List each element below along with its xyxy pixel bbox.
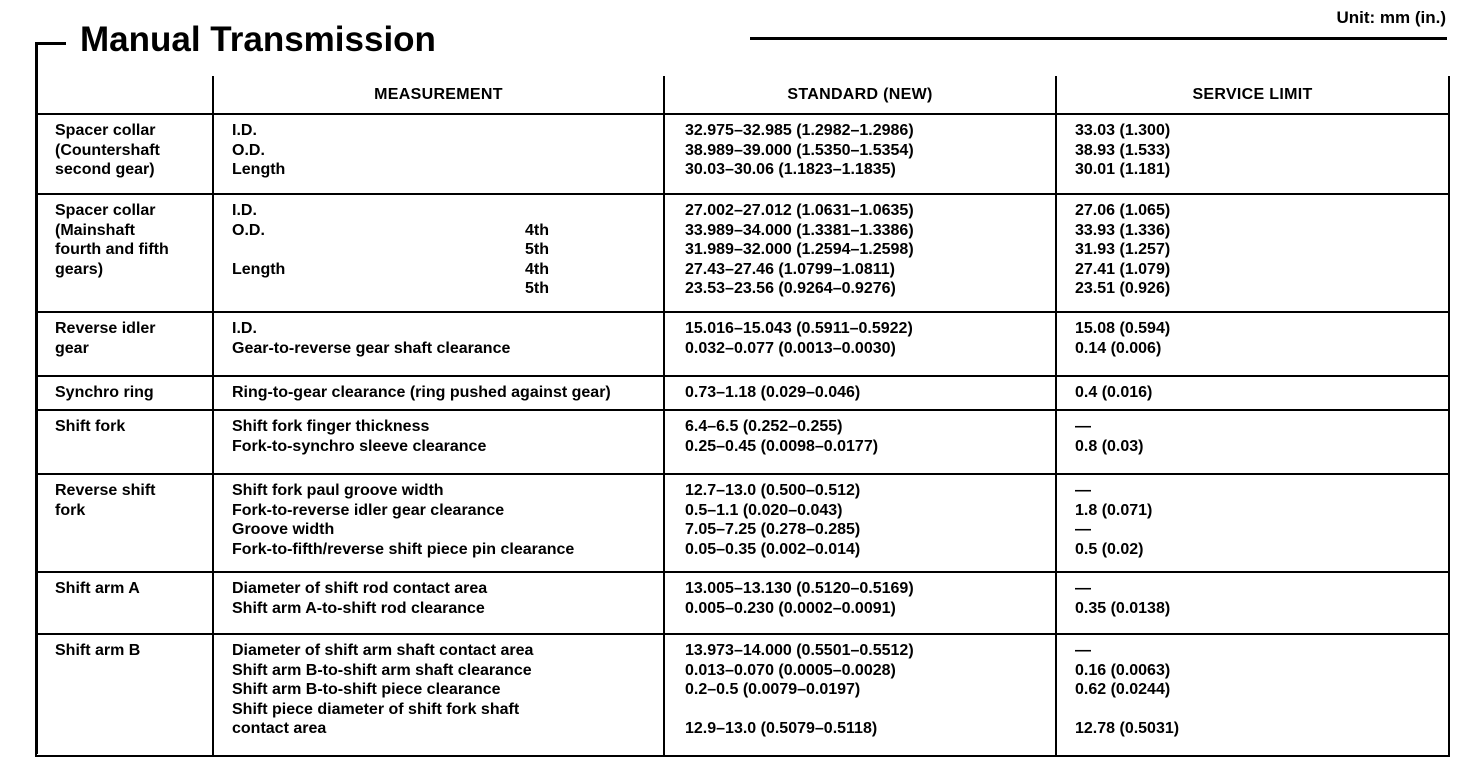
table-row	[36, 194, 1449, 312]
measurement-item	[232, 339, 663, 359]
component-cell	[36, 634, 213, 756]
standard-value: 38.989–39.000 (1.5350–1.5354)	[685, 141, 914, 159]
service-limit-value: 12.78 (0.5031)	[1075, 720, 1180, 738]
standard-value: 0.5–1.1 (0.020–0.043)	[685, 501, 843, 519]
standard-value: 0.013–0.070 (0.0005–0.0028)	[685, 661, 896, 679]
measurement-label: O.D.	[232, 141, 265, 159]
service-limit-cell	[1056, 410, 1449, 474]
service-limit-cell	[1056, 312, 1449, 376]
standard-cell	[664, 312, 1056, 376]
measurement-item	[232, 700, 663, 720]
measurement-label: I.D.	[232, 202, 257, 219]
service-limit-cell	[1056, 572, 1449, 634]
gear-qualifier: 4th	[525, 260, 549, 278]
service-limit-cell	[1056, 114, 1449, 194]
standard-value: 7.05–7.25 (0.278–0.285)	[685, 521, 861, 539]
component-label: fourth and fifth	[55, 241, 169, 259]
standard-value: 6.4–6.5 (0.252–0.255)	[685, 418, 843, 435]
gear-qualifier: 4th	[525, 221, 549, 239]
component-label: Spacer collar	[55, 122, 156, 139]
service-limit-value: 33.93 (1.336)	[1075, 221, 1171, 239]
gear-qualifier: 5th	[525, 280, 549, 298]
component-label: gear	[55, 339, 89, 357]
component-label: (Countershaft	[55, 141, 160, 159]
service-limit-value: 30.01 (1.181)	[1075, 161, 1171, 179]
service-limit-value: 23.51 (0.926)	[1075, 280, 1171, 298]
measurement-label: Ring-to-gear clearance (ring pushed against gear)	[232, 384, 611, 401]
component-cell	[36, 410, 213, 474]
service-limit-value: 1.8 (0.071)	[1075, 501, 1153, 519]
measurement-item	[232, 260, 663, 280]
measurement-label: Shift fork finger thickness	[232, 418, 430, 435]
measurement-item	[232, 279, 663, 299]
measurement-item	[232, 240, 663, 260]
measurement-item	[232, 501, 663, 521]
measurement-label: Shift fork paul groove width	[232, 482, 444, 499]
standard-value: 33.989–34.000 (1.3381–1.3386)	[685, 221, 914, 239]
unit-note: Unit: mm (in.)	[1336, 8, 1446, 27]
measurement-item	[232, 481, 663, 501]
measurement-cell	[213, 572, 664, 634]
measurement-label: O.D.	[232, 221, 265, 239]
standard-cell	[664, 634, 1056, 756]
standard-cell	[664, 114, 1056, 194]
measurement-item	[232, 141, 663, 161]
measurement-item	[232, 417, 663, 437]
standard-value: 13.005–13.130 (0.5120–0.5169)	[685, 580, 914, 597]
standard-value: 0.05–0.35 (0.002–0.014)	[685, 540, 861, 558]
measurement-item	[232, 641, 663, 661]
measurement-label: Gear-to-reverse gear shaft clearance	[232, 339, 511, 357]
service-limit-value: 27.06 (1.065)	[1075, 202, 1171, 219]
component-cell	[36, 572, 213, 634]
service-limit-value: —	[1075, 642, 1091, 659]
table-header-row	[36, 76, 1449, 114]
component-cell	[36, 474, 213, 572]
component-label: Shift arm A	[55, 580, 140, 597]
measurement-cell	[213, 634, 664, 756]
standard-value: 15.016–15.043 (0.5911–0.5922)	[685, 320, 913, 337]
table-row	[36, 376, 1449, 410]
standard-value: 12.7–13.0 (0.500–0.512)	[685, 482, 861, 499]
service-limit-cell	[1056, 194, 1449, 312]
standard-value: 30.03–30.06 (1.1823–1.1835)	[685, 161, 896, 179]
standard-cell	[664, 572, 1056, 634]
measurement-item	[232, 437, 663, 457]
service-limit-value: 31.93 (1.257)	[1075, 241, 1171, 259]
component-cell	[36, 194, 213, 312]
standard-value: 31.989–32.000 (1.2594–1.2598)	[685, 241, 914, 259]
component-label: Spacer collar	[55, 202, 156, 219]
measurement-label: Diameter of shift arm shaft contact area	[232, 642, 534, 659]
measurement-cell	[213, 194, 664, 312]
measurement-item	[232, 383, 663, 403]
standard-value: 12.9–13.0 (0.5079–0.5118)	[685, 720, 878, 738]
standard-value: 27.43–27.46 (1.0799–1.0811)	[685, 260, 895, 278]
service-limit-cell	[1056, 376, 1449, 410]
measurement-item	[232, 599, 663, 619]
service-limit-value: 0.5 (0.02)	[1075, 540, 1144, 558]
component-label: Shift fork	[55, 418, 126, 435]
col-header-measurement: MEASUREMENT	[213, 76, 664, 114]
measurement-item	[232, 201, 663, 221]
service-limit-value: 27.41 (1.079)	[1075, 260, 1171, 278]
service-limit-value: —	[1075, 521, 1091, 539]
measurement-item	[232, 160, 663, 180]
measurement-item	[232, 520, 663, 540]
standard-value: 0.2–0.5 (0.0079–0.0197)	[685, 681, 861, 699]
service-limit-value: —	[1075, 482, 1091, 499]
standard-value: 0.032–0.077 (0.0013–0.0030)	[685, 339, 896, 357]
measurement-label: Length	[232, 161, 286, 179]
component-label: Synchro ring	[55, 384, 154, 401]
table-body	[36, 114, 1449, 756]
gear-qualifier: 5th	[525, 241, 549, 259]
measurement-cell	[213, 474, 664, 572]
service-limit-value: 0.62 (0.0244)	[1075, 681, 1171, 699]
component-label: gears)	[55, 260, 104, 278]
measurement-label: contact area	[232, 720, 327, 738]
standard-value: 27.002–27.012 (1.0631–1.0635)	[685, 202, 914, 219]
table-row	[36, 474, 1449, 572]
measurement-item	[232, 719, 663, 739]
standard-value: 23.53–23.56 (0.9264–0.9276)	[685, 280, 896, 298]
measurement-item	[232, 579, 663, 599]
measurement-cell	[213, 114, 664, 194]
table-row	[36, 114, 1449, 194]
measurement-cell	[213, 410, 664, 474]
measurement-item	[232, 121, 663, 141]
standard-cell	[664, 474, 1056, 572]
table-row	[36, 312, 1449, 376]
title-rule	[750, 37, 1447, 40]
component-label: Shift arm B	[55, 642, 141, 659]
measurement-item	[232, 661, 663, 681]
service-limit-value: —	[1075, 418, 1091, 435]
measurement-label: Fork-to-reverse idler gear clearance	[232, 501, 505, 519]
measurement-item	[232, 319, 663, 339]
service-limit-value: 33.03 (1.300)	[1075, 122, 1171, 139]
measurement-label: Length	[232, 260, 286, 278]
page-title: Manual Transmission	[80, 20, 436, 59]
standard-cell	[664, 410, 1056, 474]
measurement-item	[232, 680, 663, 700]
service-limit-value: 0.16 (0.0063)	[1075, 661, 1171, 679]
service-limit-value: 38.93 (1.533)	[1075, 141, 1171, 159]
service-limit-value: 15.08 (0.594)	[1075, 320, 1171, 337]
table-row	[36, 634, 1449, 756]
standard-value: 0.005–0.230 (0.0002–0.0091)	[685, 599, 896, 617]
measurement-cell	[213, 312, 664, 376]
title-dash	[36, 42, 66, 45]
measurement-item	[232, 221, 663, 241]
service-limit-cell	[1056, 474, 1449, 572]
spec-table	[35, 76, 1450, 757]
standard-cell	[664, 194, 1056, 312]
component-label: Reverse shift	[55, 482, 156, 499]
service-limit-value: 0.14 (0.006)	[1075, 339, 1162, 357]
service-limit-value	[1075, 700, 1448, 720]
component-label: fork	[55, 501, 86, 519]
col-header-service-limit: SERVICE LIMIT	[1056, 76, 1449, 114]
component-cell	[36, 312, 213, 376]
standard-value: 0.73–1.18 (0.029–0.046)	[685, 384, 861, 401]
measurement-cell	[213, 376, 664, 410]
component-label: second gear)	[55, 161, 155, 179]
measurement-label: Shift arm B-to-shift piece clearance	[232, 681, 501, 699]
measurement-label: Shift piece diameter of shift fork shaft	[232, 700, 520, 718]
standard-value: 32.975–32.985 (1.2982–1.2986)	[685, 122, 914, 139]
measurement-label: I.D.	[232, 320, 257, 337]
table-row	[36, 410, 1449, 474]
measurement-item	[232, 540, 663, 560]
measurement-label: Shift arm A-to-shift rod clearance	[232, 599, 485, 617]
component-label: Reverse idler	[55, 320, 156, 337]
measurement-label: I.D.	[232, 122, 257, 139]
col-header-standard: STANDARD (NEW)	[664, 76, 1056, 114]
service-limit-cell	[1056, 634, 1449, 756]
measurement-label: Diameter of shift rod contact area	[232, 580, 488, 597]
service-limit-value: 0.4 (0.016)	[1075, 384, 1153, 401]
measurement-label: Fork-to-fifth/reverse shift piece pin clearance	[232, 540, 575, 558]
service-limit-value: 0.35 (0.0138)	[1075, 599, 1171, 617]
col-header-component	[36, 76, 213, 114]
standard-value: 0.25–0.45 (0.0098–0.0177)	[685, 437, 879, 455]
standard-cell	[664, 376, 1056, 410]
service-limit-value: 0.8 (0.03)	[1075, 437, 1144, 455]
component-label: (Mainshaft	[55, 221, 135, 239]
table-row	[36, 572, 1449, 634]
measurement-label: Shift arm B-to-shift arm shaft clearance	[232, 661, 532, 679]
standard-value: 13.973–14.000 (0.5501–0.5512)	[685, 642, 914, 659]
standard-value	[685, 700, 1055, 720]
component-cell	[36, 114, 213, 194]
measurement-label: Groove width	[232, 521, 335, 539]
service-limit-value: —	[1075, 580, 1091, 597]
component-cell	[36, 376, 213, 410]
measurement-label: Fork-to-synchro sleeve clearance	[232, 437, 487, 455]
